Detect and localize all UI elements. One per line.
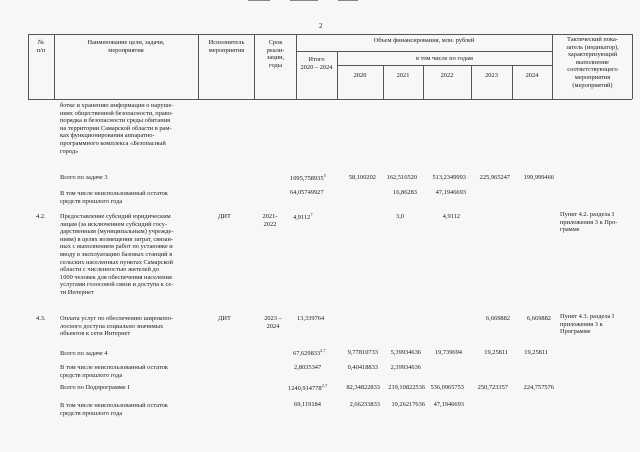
header-name: Наименование цели, задачи, мероприятия bbox=[87, 39, 165, 54]
scan-artifact bbox=[338, 0, 358, 1]
row-label: В том числе неиспользованный остаток средств прошлого года bbox=[60, 190, 168, 205]
row-total: 64,05749927 bbox=[290, 189, 324, 196]
row-2022: 47,1946693 bbox=[433, 401, 464, 408]
row-executor: ДИТ bbox=[218, 315, 231, 322]
header-divider bbox=[337, 65, 552, 66]
row-2022: 19,739694 bbox=[434, 349, 462, 356]
col-border bbox=[632, 34, 633, 99]
row-2024: 224,757576 bbox=[523, 384, 554, 391]
header-year-2023: 2023 bbox=[485, 72, 498, 79]
row-2023: 19,25811 bbox=[484, 349, 508, 356]
header-term: Срок реали- зации, годы bbox=[266, 39, 285, 69]
row-total: 69,119184 bbox=[294, 401, 321, 408]
row-2021: 3,0 bbox=[396, 213, 404, 220]
header-executor: Исполнитель мероприятия bbox=[208, 39, 245, 54]
row-2022: 536,0965753 bbox=[430, 384, 464, 391]
row-2024: 199,999466 bbox=[523, 174, 554, 181]
header-year-2020: 2020 bbox=[353, 72, 367, 79]
header-divider bbox=[296, 51, 552, 52]
header-by-years: в том числе по годам bbox=[416, 55, 473, 62]
row-2022: 513,2349993 bbox=[432, 174, 466, 181]
continuation-text: ботке и хранению информации о наруше- ниях общественной безопасности, право- порядка и безопасности среды обитания на территории Самарской области в рам- ках функционирования аппаратно- программного комплекса «Безопасный город» bbox=[60, 102, 174, 155]
row-num: 4.2. bbox=[36, 213, 46, 220]
row-label: В том числе неиспользованный остаток средств прошлого года bbox=[60, 402, 168, 417]
row-2021: 5,39934636 bbox=[390, 349, 421, 356]
row-total: 4,9112$^7$ bbox=[293, 212, 313, 222]
header-num: № п/п bbox=[36, 39, 46, 54]
scan-artifact bbox=[248, 0, 270, 1]
row-2020: 2,66233833 bbox=[349, 401, 380, 408]
row-2021: 19,26217636 bbox=[391, 401, 425, 408]
header-funding: Объем финансирования, млн. рублей bbox=[373, 37, 475, 44]
row-2021: 16,86283 bbox=[393, 189, 417, 196]
row-total: 1240,914778$^{2,7}$ bbox=[288, 383, 328, 393]
row-label: Оплата услуг по обеспечению широкопо- лосного доступа социально значимых объектов к сети Интернет bbox=[60, 315, 174, 338]
row-label: Всего по задаче 4 bbox=[60, 350, 108, 357]
row-2021: 2,39934636 bbox=[390, 364, 421, 371]
row-label: Предоставление субсидий юридическим лицам (за исключением субсидий госу- дарственным (муниципальным) учрежде- ниям) в целях возмещения затрат, связан- ных с выполнением работ по установке и вводу в эксплуатацию базовых станций в сельских населенных пунктах Самарской области с численностью жителей до 1000 человек для обеспечения населения услугами голосовой связи и доступа к се- ти Интернет bbox=[60, 213, 174, 296]
row-2021: 219,10822536 bbox=[388, 384, 425, 391]
row-label: В том числе неиспользованный остаток средств прошлого года bbox=[60, 364, 168, 379]
row-label: Всего по Подпрограмме I bbox=[60, 384, 130, 391]
page-number: 2 bbox=[319, 22, 323, 30]
header-total: Итого 2020 – 2024 bbox=[300, 56, 333, 71]
row-2020: 0,40418833 bbox=[347, 364, 378, 371]
row-2020: 58,100202 bbox=[348, 174, 376, 181]
row-total: 67,629833$^{2,7}$ bbox=[293, 348, 326, 358]
col-border bbox=[54, 34, 55, 99]
scan-artifact bbox=[290, 0, 318, 1]
row-2024: 6,669882 bbox=[527, 315, 551, 322]
row-num: 4.3. bbox=[36, 315, 46, 322]
header-indicator: Тактический пока- затель (индикатор), характеризующий выполнение соответствующего мероприятия (мероприятий) bbox=[566, 36, 619, 89]
row-2020: 9,77810733 bbox=[347, 349, 378, 356]
header-year-2022: 2022 bbox=[440, 72, 454, 79]
col-border bbox=[471, 65, 472, 99]
table-header-bottom-border bbox=[28, 99, 632, 100]
row-2024: 19,25811 bbox=[524, 349, 548, 356]
table-top-border bbox=[28, 34, 632, 35]
row-2020: 82,34822833 bbox=[346, 384, 380, 391]
row-indicator: Пункт 4.2. раздела I приложения 3 к Про- грамме bbox=[560, 211, 618, 234]
header-year-2024: 2024 bbox=[525, 72, 539, 79]
row-label: Всего по задаче 3 bbox=[60, 174, 108, 181]
row-2022: 4,9112 bbox=[442, 213, 460, 220]
row-term: 2021- 2022 bbox=[262, 213, 278, 228]
row-2021: 162,516520 bbox=[386, 174, 417, 181]
row-total: 1095,758935$^5$ bbox=[290, 173, 326, 183]
row-total: 2,8035347 bbox=[294, 364, 322, 371]
row-term: 2023 – 2024 bbox=[264, 315, 282, 330]
row-indicator: Пункт 4.3. раздела I приложения 3 к Программе bbox=[560, 313, 615, 336]
header-year-2021: 2021 bbox=[396, 72, 410, 79]
row-2023: 225,965247 bbox=[479, 174, 510, 181]
col-border bbox=[423, 65, 424, 99]
row-2022: 47,1946693 bbox=[435, 189, 466, 196]
col-border bbox=[512, 65, 513, 99]
row-2023: 6,669882 bbox=[486, 315, 510, 322]
row-total: 13,339764 bbox=[297, 315, 325, 322]
row-executor: ДИТ bbox=[218, 213, 231, 220]
row-2023: 250,723357 bbox=[477, 384, 508, 391]
col-border bbox=[383, 65, 384, 99]
